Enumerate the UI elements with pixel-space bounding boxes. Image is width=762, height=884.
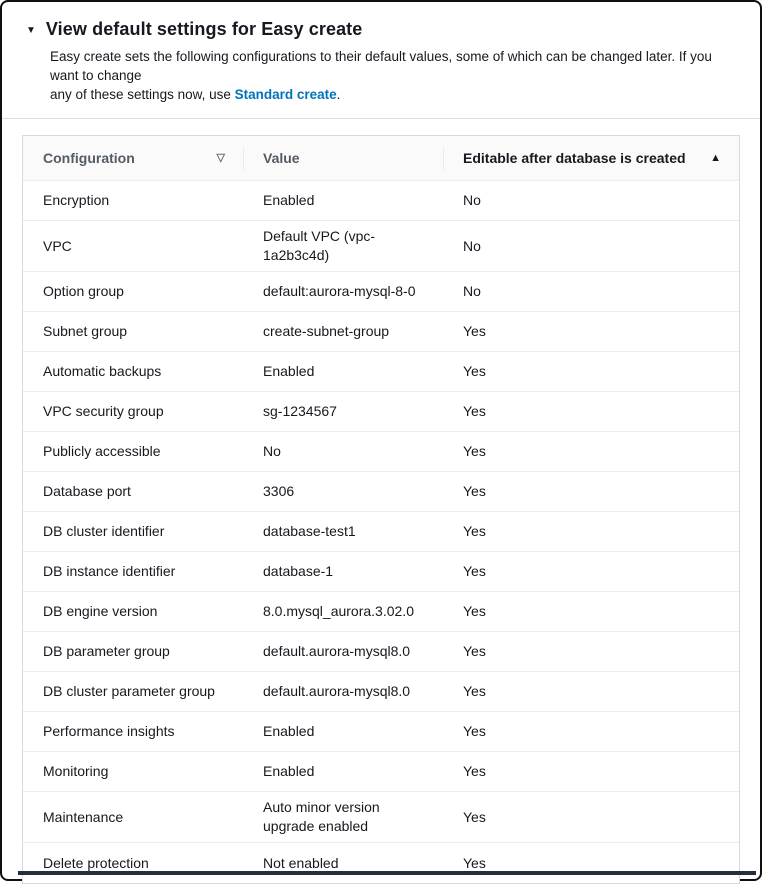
table-row <box>23 472 739 512</box>
configuration-cell: Subnet group <box>43 323 128 339</box>
column-header-configuration[interactable] <box>23 136 243 180</box>
value-cell: database-1 <box>263 563 334 579</box>
configuration-cell: Maintenance <box>43 808 124 825</box>
configuration-cell: DB cluster parameter group <box>43 683 215 699</box>
column-header-value[interactable] <box>243 136 443 180</box>
editable-cell: Yes <box>463 643 486 659</box>
configuration-cell: DB engine version <box>43 603 158 619</box>
value-cell: No <box>263 443 281 459</box>
editable-cell: Yes <box>463 363 486 379</box>
description-period: . <box>336 87 341 102</box>
section-title: View default settings for Easy create <box>45 19 363 39</box>
table-row <box>23 632 739 672</box>
table-row <box>23 432 739 472</box>
description-line2: any of these settings now, use <box>50 87 235 102</box>
value-cell: 3306 <box>263 483 295 499</box>
editable-cell: Yes <box>463 563 486 579</box>
editable-cell: Yes <box>463 483 486 499</box>
table-row <box>23 352 739 392</box>
editable-cell: No <box>463 192 481 208</box>
value-cell: Auto minor version upgrade enabled <box>263 799 380 834</box>
configuration-cell: DB parameter group <box>43 643 170 659</box>
value-cell: default:aurora-mysql-8-0 <box>263 283 416 299</box>
editable-cell: Yes <box>463 854 486 871</box>
editable-cell: Yes <box>463 763 486 779</box>
table-row <box>23 792 739 843</box>
configuration-cell: VPC <box>43 237 72 254</box>
description-line1: Easy create sets the following configurations to their default values, some of which can be changed later. If you want to change <box>50 49 712 83</box>
table-row <box>23 272 739 312</box>
table-row <box>23 592 739 632</box>
console-footer-bar <box>18 871 756 875</box>
value-cell: Enabled <box>263 723 315 739</box>
editable-cell: Yes <box>463 403 486 419</box>
editable-cell: Yes <box>463 323 486 339</box>
value-cell: database-test1 <box>263 523 356 539</box>
configuration-cell: Database port <box>43 483 131 499</box>
sort-descending-icon[interactable]: ▽ <box>216 151 225 164</box>
configuration-cell: Encryption <box>43 192 110 208</box>
value-cell: Enabled <box>263 192 315 208</box>
editable-cell: No <box>463 237 481 254</box>
editable-cell: No <box>463 283 481 299</box>
configuration-cell: DB cluster identifier <box>43 523 165 539</box>
section-description <box>50 47 732 104</box>
configuration-cell: DB instance identifier <box>43 563 176 579</box>
configuration-cell: Delete protection <box>43 854 149 871</box>
editable-cell: Yes <box>463 808 486 825</box>
configuration-cell: Option group <box>43 283 124 299</box>
value-cell: Enabled <box>263 363 315 379</box>
caret-down-icon: ▼ <box>26 24 36 36</box>
table-row <box>23 392 739 432</box>
editable-cell: Yes <box>463 443 486 459</box>
editable-header-label: Editable after database is created <box>463 150 686 166</box>
configuration-header-label: Configuration <box>43 150 135 166</box>
table-row <box>23 712 739 752</box>
value-header-label: Value <box>263 150 300 166</box>
table-row <box>23 672 739 712</box>
default-settings-table <box>22 135 740 884</box>
editable-cell: Yes <box>463 683 486 699</box>
editable-cell: Yes <box>463 523 486 539</box>
value-cell: sg-1234567 <box>263 403 337 419</box>
value-cell: default.aurora-mysql8.0 <box>263 683 411 699</box>
configuration-cell: VPC security group <box>43 403 164 419</box>
table-header-row <box>23 136 739 181</box>
value-cell: Default VPC (vpc-1a2b3c4d) <box>263 228 376 263</box>
table-row <box>23 752 739 792</box>
column-header-editable[interactable] <box>443 136 739 180</box>
table-row <box>23 843 739 883</box>
configuration-cell: Performance insights <box>43 723 175 739</box>
table-row <box>23 221 739 272</box>
table-body <box>23 181 739 883</box>
table-row <box>23 181 739 221</box>
value-cell: default.aurora-mysql8.0 <box>263 643 411 659</box>
value-cell: create-subnet-group <box>263 323 390 339</box>
expand-section-toggle[interactable] <box>26 19 732 40</box>
table-row <box>23 312 739 352</box>
configuration-cell: Publicly accessible <box>43 443 161 459</box>
easy-create-expand-section <box>2 2 760 119</box>
configuration-cell: Automatic backups <box>43 363 162 379</box>
value-cell: Enabled <box>263 763 315 779</box>
editable-cell: Yes <box>463 723 486 739</box>
table-row <box>23 512 739 552</box>
standard-create-link[interactable]: Standard create <box>234 87 337 102</box>
sort-ascending-icon[interactable]: ▲ <box>710 151 721 164</box>
editable-cell: Yes <box>463 603 486 619</box>
value-cell: 8.0.mysql_aurora.3.02.0 <box>263 603 414 619</box>
value-cell: Not enabled <box>263 854 339 871</box>
table-row <box>23 552 739 592</box>
configuration-cell: Monitoring <box>43 763 109 779</box>
